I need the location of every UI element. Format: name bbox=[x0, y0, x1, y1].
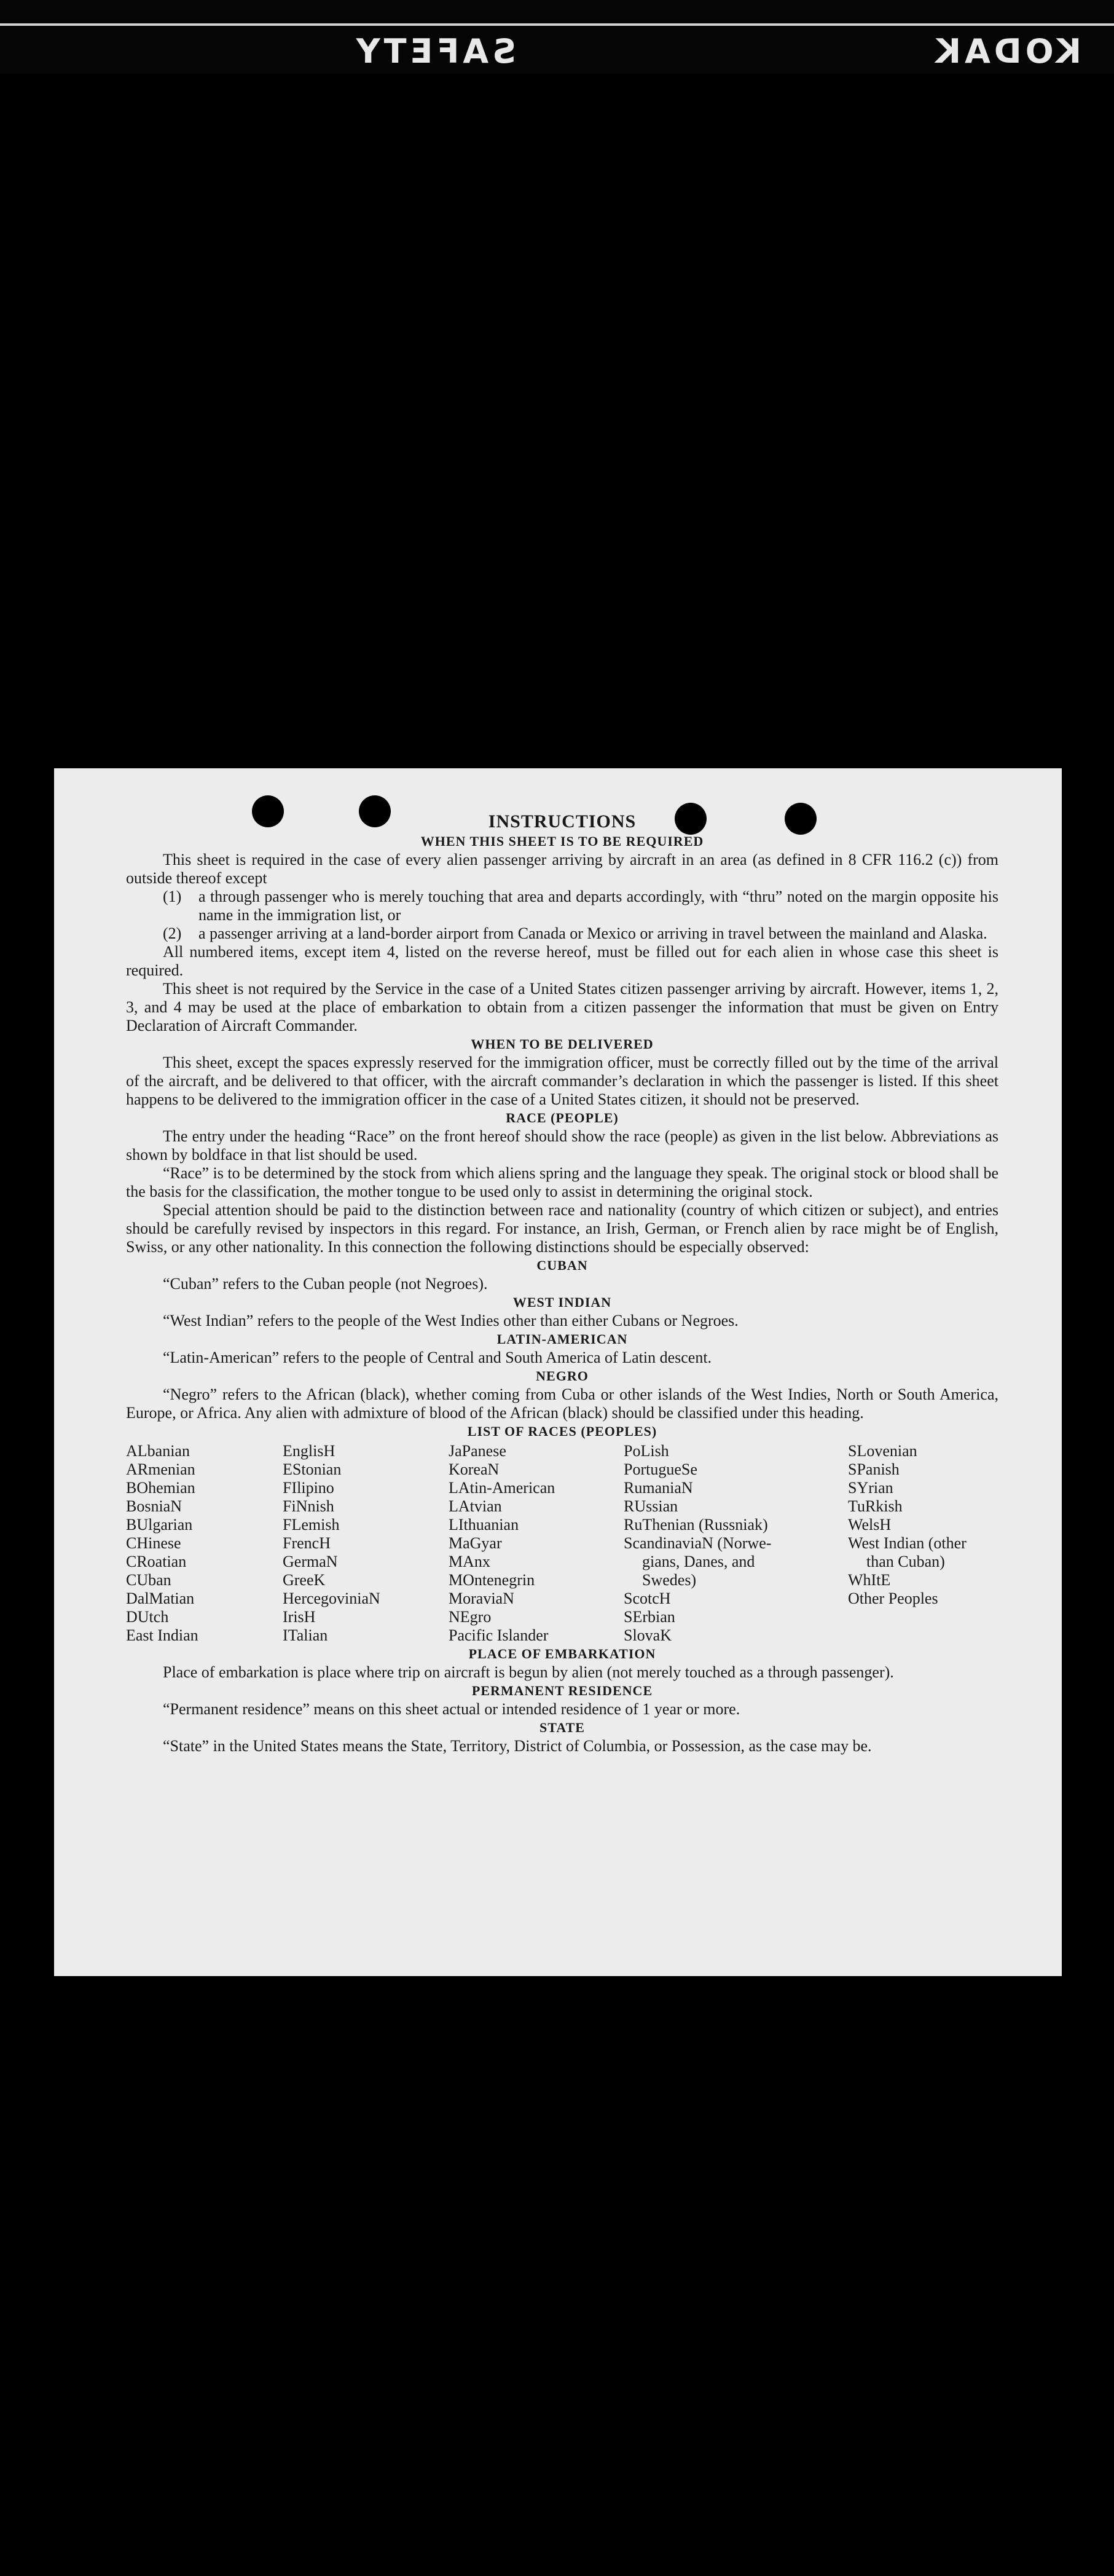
race-item: Pacific Islander bbox=[449, 1626, 549, 1644]
race-item: TuRkish bbox=[848, 1497, 903, 1515]
race-item: gians, Danes, and bbox=[642, 1553, 755, 1570]
races-heading: LIST OF RACES (PEOPLES) bbox=[467, 1424, 657, 1439]
race-item: MOntenegrin bbox=[449, 1571, 535, 1589]
paragraph: The entry under the heading “Race” on the front hereof should show the race (people) as given in the list below. Abbreviations as shown by boldface in that list should be used. bbox=[126, 1127, 998, 1164]
section-heading: WEST INDIAN bbox=[512, 1294, 612, 1310]
race-item: FLemish bbox=[283, 1516, 340, 1534]
film-edge-line bbox=[0, 23, 1114, 26]
section-heading: WHEN THIS SHEET IS TO BE REQUIRED bbox=[420, 833, 704, 849]
paragraph: “State” in the United States means the State, Territory, District of Columbia, or Possession, as the case may be. bbox=[163, 1737, 872, 1755]
exception-item bbox=[163, 888, 998, 924]
race-item: FIlipino bbox=[283, 1479, 334, 1497]
race-item: NEgro bbox=[449, 1608, 492, 1626]
section-heading: LATIN-AMERICAN bbox=[496, 1331, 628, 1347]
race-item: RUssian bbox=[624, 1497, 678, 1515]
exception-item bbox=[163, 924, 998, 943]
paragraph: “Latin-American” refers to the people of Central and South America of Latin descent. bbox=[163, 1349, 712, 1366]
section-heading: NEGRO bbox=[536, 1368, 589, 1384]
race-item: LAtvian bbox=[449, 1497, 502, 1515]
section-heading: STATE bbox=[539, 1720, 585, 1735]
race-item: JaPanese bbox=[449, 1442, 506, 1460]
race-item: LAtin-American bbox=[449, 1479, 555, 1497]
film-edge-text-kodak: KODAK bbox=[932, 32, 1081, 71]
race-item: ScandinaviaN (Norwe- bbox=[624, 1534, 772, 1552]
race-item: WhItE bbox=[848, 1571, 891, 1589]
section-heading: RACE (PEOPLE) bbox=[506, 1110, 619, 1125]
race-item: Swedes) bbox=[642, 1571, 697, 1589]
race-item: East Indian bbox=[126, 1626, 198, 1644]
exception-text: a through passenger who is merely touching that area and departs accordingly, with “thru” noted on the margin opposite his name in the immigration list, or bbox=[198, 888, 998, 924]
race-item: SLovenian bbox=[848, 1442, 917, 1460]
paragraph: This sheet is required in the case of every alien passenger arriving by aircraft in an area (as defined in 8 CFR 116.2 (c)) from outside thereof except bbox=[126, 851, 998, 887]
paragraph: “Race” is to be determined by the stock from which aliens spring and the language they speak. The original stock or blood shall be the basis for the classification, the mother tongue to be used only to assist in determining the original stock. bbox=[126, 1164, 998, 1200]
race-item: CHinese bbox=[126, 1534, 181, 1552]
race-column bbox=[126, 1442, 283, 1645]
race-item: ScotcH bbox=[624, 1589, 671, 1607]
paragraph: “West Indian” refers to the people of the West Indies other than either Cubans or Negroes. bbox=[163, 1312, 739, 1329]
section-heading: PLACE OF EMBARKATION bbox=[468, 1646, 656, 1661]
race-item: ARmenian bbox=[126, 1460, 195, 1478]
race-column bbox=[624, 1442, 848, 1645]
paragraph: “Cuban” refers to the Cuban people (not Negroes). bbox=[163, 1275, 488, 1293]
race-item: than Cuban) bbox=[866, 1553, 945, 1570]
race-item: CRoatian bbox=[126, 1553, 187, 1570]
race-item: LIthuanian bbox=[449, 1516, 519, 1534]
exception-number: (1) bbox=[163, 888, 182, 905]
race-item: PortugueSe bbox=[624, 1460, 697, 1478]
race-item: BOhemian bbox=[126, 1479, 195, 1497]
race-list bbox=[126, 1442, 998, 1645]
film-edge-text-safety: SAFETY bbox=[352, 32, 516, 71]
exception-text: a passenger arriving at a land-border airport from Canada or Mexico or arriving in travel between the mainland and Alaska. bbox=[198, 924, 987, 942]
race-item: Other Peoples bbox=[848, 1589, 938, 1607]
race-item: FiNnish bbox=[283, 1497, 334, 1515]
race-item: IrisH bbox=[283, 1608, 316, 1626]
race-item: SlovaK bbox=[624, 1626, 672, 1644]
paragraph: Special attention should be paid to the distinction between race and nationality (country of which citizen or subject), and entries should be carefully revised by inspectors in this regard. For instance, an Irish, German, or French alien by race might be of English, Swiss, or any other nationality. In this connection the following distinctions should be especially observed: bbox=[126, 1201, 998, 1256]
paragraph: Place of embarkation is place where trip on aircraft is begun by alien (not merely touched as a through passenger). bbox=[163, 1663, 894, 1681]
section-heading: PERMANENT RESIDENCE bbox=[471, 1683, 653, 1698]
race-item: RumaniaN bbox=[624, 1479, 693, 1497]
race-item: WelsH bbox=[848, 1516, 892, 1534]
race-item: GreeK bbox=[283, 1571, 326, 1589]
race-item: ALbanian bbox=[126, 1442, 190, 1460]
race-item: SErbian bbox=[624, 1608, 675, 1626]
race-column bbox=[283, 1442, 449, 1645]
race-item: RuThenian (Russniak) bbox=[624, 1516, 768, 1534]
race-item: CUban bbox=[126, 1571, 171, 1589]
race-item: DalMatian bbox=[126, 1589, 195, 1607]
race-item: PoLish bbox=[624, 1442, 669, 1460]
race-column bbox=[449, 1442, 624, 1645]
race-item: BUlgarian bbox=[126, 1516, 193, 1534]
race-column bbox=[848, 1442, 998, 1645]
race-item: MAnx bbox=[449, 1553, 490, 1570]
race-item: EStonian bbox=[283, 1460, 342, 1478]
race-item: FrencH bbox=[283, 1534, 331, 1552]
race-item: SPanish bbox=[848, 1460, 900, 1478]
exception-number: (2) bbox=[163, 924, 182, 942]
race-item: GermaN bbox=[283, 1553, 338, 1570]
race-item: KoreaN bbox=[449, 1460, 500, 1478]
section-heading: CUBAN bbox=[536, 1258, 588, 1273]
race-item: DUtch bbox=[126, 1608, 169, 1626]
race-item: ITalian bbox=[283, 1626, 328, 1644]
film-strip-top bbox=[0, 0, 1114, 74]
paragraph: This sheet is not required by the Service in the case of a United States citizen passenger arriving by aircraft. However, items 1, 2, 3, and 4 may be used at the place of embarkation to obtain from a citizen passenger the information that must be given on Entry Declaration of Aircraft Commander. bbox=[126, 980, 998, 1034]
document-body bbox=[126, 811, 998, 1755]
instruction-sheet bbox=[54, 768, 1062, 1976]
section-heading: WHEN TO BE DELIVERED bbox=[471, 1036, 654, 1052]
race-item: West Indian (other bbox=[848, 1534, 967, 1552]
race-item: HercegoviniaN bbox=[283, 1589, 380, 1607]
document-title: INSTRUCTIONS bbox=[488, 811, 637, 832]
race-item: SYrian bbox=[848, 1479, 893, 1497]
paragraph: This sheet, except the spaces expressly reserved for the immigration officer, must be correctly filled out by the time of the arrival of the aircraft, and be delivered to that officer, with the aircraft commander’s declaration in which the passenger is listed. If this sheet happens to be delivered to the immigration officer in the case of a United States citizen, it should not be preserved. bbox=[126, 1054, 998, 1108]
race-item: EnglisH bbox=[283, 1442, 335, 1460]
race-item: BosniaN bbox=[126, 1497, 182, 1515]
paragraph: All numbered items, except item 4, listed on the reverse hereof, must be filled out for each alien in whose case this sheet is required. bbox=[126, 943, 998, 979]
paragraph: “Permanent residence” means on this sheet actual or intended residence of 1 year or more. bbox=[163, 1700, 740, 1718]
race-item: MoraviaN bbox=[449, 1589, 514, 1607]
paragraph: “Negro” refers to the African (black), whether coming from Cuba or other islands of the West Indies, North or South America, Europe, or Africa. Any alien with admixture of blood of the African (black) should be classified under this heading. bbox=[126, 1385, 998, 1422]
race-item: MaGyar bbox=[449, 1534, 502, 1552]
